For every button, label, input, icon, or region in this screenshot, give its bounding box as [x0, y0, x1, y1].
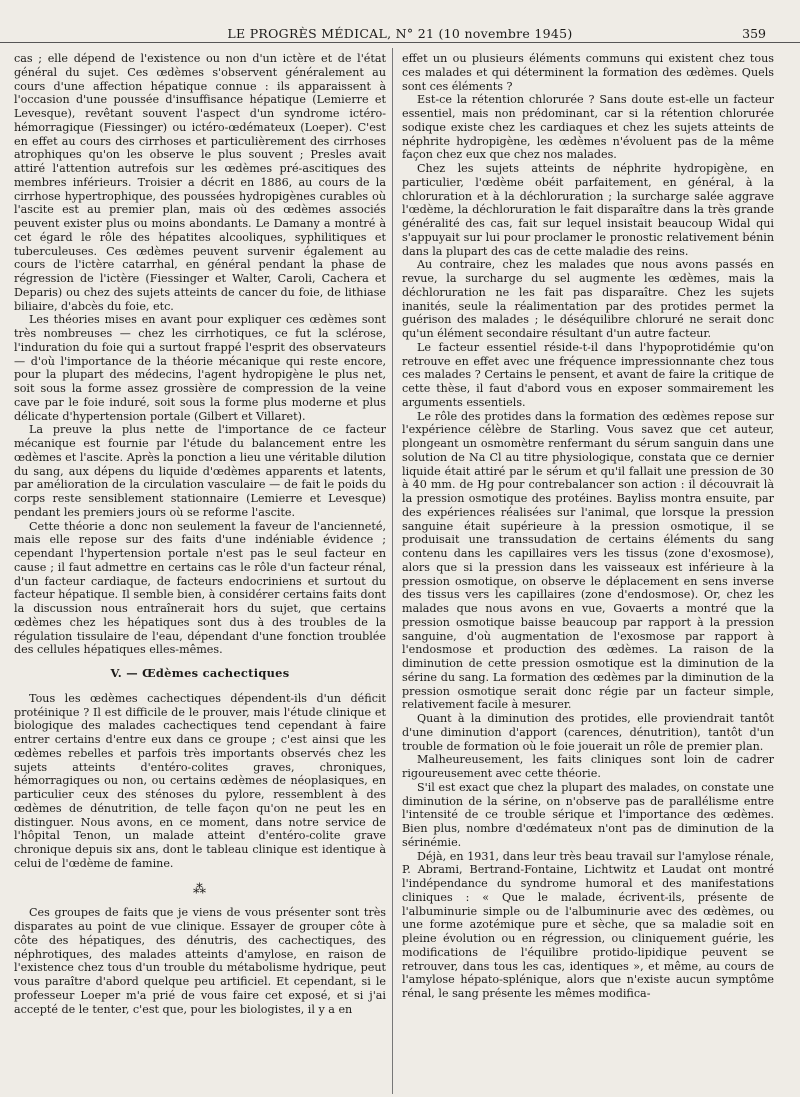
- paragraph: Au contraire, chez les malades que nous avons passés en revue, la surcharge du sel augmente les œdèmes, mais la déchloruration ne les fait pas disparaître. Chez les sujets inanités, seule la réalimentation par des protides permet la guérison des malades ; le déséquilibre chloruré ne serait donc qu'un élément secondaire résultant d'un autre facteur.: [402, 258, 774, 340]
- paragraph: effet un ou plusieurs éléments communs qui existent chez tous ces malades et qui déterminent la formation des œdèmes. Quels sont ces éléments ?: [402, 52, 774, 93]
- section-heading: V. — Œdèmes cachectiques: [110, 666, 290, 680]
- paragraph: Quant à la diminution des protides, elle proviendrait tantôt d'une diminution d'apport (carences, dénutrition), tantôt d'un trouble de formation où le foie jouerait un rôle de premier plan.: [402, 712, 774, 753]
- column-divider: [392, 48, 393, 1094]
- paragraph: Tous les œdèmes cachectiques dépendent-ils d'un déficit protéinique ? Il est difficile de le prouver, mais l'étude clinique et biologique des malades cachectiques tend cependant à faire entrer certains d'entre eux dans ce groupe ; c'est ainsi que les œdèmes rebelles et parfois très importants observés chez les sujets atteints d'entéro-colites graves, chroniques, hémorragiques ou non, ou certains œdèmes de néoplasiques, en particulier ceux des sténoses du pylore, ressemblent à des œdèmes de dénutrition, de telle façon qu'on ne peut les en distinguer. Nous avons, en ce moment, dans notre service de l'hôpital Tenon, un malade atteint d'entéro-colite grave chronique depuis six ans, dont le tableau clinique est identique à celui de l'œdème de famine.: [14, 691, 386, 870]
- left-column: [14, 52, 386, 1016]
- paragraph: S'il est exact que chez la plupart des malades, on constate une diminution de la sérine, on n'observe pas de parallélisme entre l'intensité de ce trouble sérique et l'importance des œdèmes. Bien plus, nombre d'œdémateux n'ont pas de diminution de la sérinémie.: [402, 780, 774, 849]
- paragraph: Les théories mises en avant pour expliquer ces œdèmes sont très nombreuses — chez les cirrhotiques, ce fut la sclérose, l'induration du foie qui a surtout frappé l'esprit des observateurs — d'où l'importance de la théorie mécanique qui reste encore, pour la plupart des médecins, l'agent hydropigène le plus net, soit sous la forme assez grossière de compression de la veine cave par le foie induré, soit sous la forme plus moderne et plus délicate d'hypertension portale (Gilbert et Villaret).: [14, 313, 386, 423]
- paragraph: Ces groupes de faits que je viens de vous présenter sont très disparates au point de vue clinique. Essayer de grouper côte à côte des hépatiques, des dénutris, des cachectiques, des néphrotiques, des malades atteints d'amylose, en raison de l'existence chez tous d'un trouble du métabolisme hydrique, peut vous paraître d'abord quelque peu artificiel. Et cependant, si le professeur Loeper m'a prié de vous faire cet exposé, et si j'ai accepté de le tenter, c'est que, pour les biologistes, il y a en: [14, 906, 386, 1016]
- paragraph: La preuve la plus nette de l'importance de ce facteur mécanique est fournie par l'étude du balancement entre les œdèmes et l'ascite. Après la ponction a lieu une véritable dilution du sang, aux dépens du liquide d'œdèmes apparents et latents, par amélioration de la circulation vasculaire — de fait le poids du corps reste sensiblement stationnaire (Lemierre et Levesque) pendant les premiers jours où se reforme l'ascite.: [14, 423, 386, 519]
- paragraph: Chez les sujets atteints de néphrite hydropigène, en particulier, l'œdème obéit parfaitement, en général, à la chloruration et à la déchloruration ; la surcharge salée aggrave l'œdème, la déchloruration le fait disparaître dans la très grande généralité des cas, fait sur lequel insistait beaucoup Widal qui s'appuyait sur lui pour proclamer le pronostic relativement bénin dans la plupart des cas de cette maladie des reins.: [402, 162, 774, 258]
- paragraph: Cette théorie a donc non seulement la faveur de l'ancienneté, mais elle repose sur des faits d'une indéniable évidence ; cependant l'hypertension portale n'est pas le seul facteur en cause ; il faut admettre en certains cas le rôle d'un facteur rénal, d'un facteur cardiaque, de facteurs endocriniens et surtout du facteur hépatique. Il semble bien, à considérer certains faits dont la discussion nous entraînerait hors du sujet, que certains œdèmes chez les hépatiques sont dus à des troubles de la régulation tissulaire de l'eau, dépendant d'une fonction troublée des cellules hépatiques elles-mêmes.: [14, 519, 386, 657]
- paragraph: cas ; elle dépend de l'existence ou non d'un ictère et de l'état général du sujet. Ces œdèmes s'observent généralement au cours d'une affection hépatique connue : ils apparaissent à l'occasion d'une poussée d'insuffisance hépatique (Lemierre et Levesque), revêtant souvent l'aspect d'un syndrome ictéro-hémorragique (Fiessinger) ou ictéro-œdémateux (Loeper). C'est en effet au cours des cirrhoses et particulièrement des cirrhoses atrophiques qu'on les observe le plus souvent ; Presles avait attiré l'attention autrefois sur les œdèmes pré-ascitiques des membres inférieurs. Troisier a décrit en 1886, au cours de la cirrhose hypertrophique, des poussées hydropigènes curables où l'ascite est au premier plan, mais où des œdèmes associés peuvent exister plus ou moins abondants. Le Damany a montré à cet égard le rôle des hépatites alcooliques, syphilitiques et tuberculeuses. Ces œdèmes peuvent survenir également au cours de l'ictère catarrhal, en général pendant la phase de régression de l'ictère (Fiessinger et Walter, Caroli, Cachera et Deparis) ou chez des sujets atteints de cancer du foie, de lithiase biliaire, d'abcès du foie, etc.: [14, 52, 386, 313]
- paragraph: Est-ce la rétention chlorurée ? Sans doute est-elle un facteur essentiel, mais non prédominant, car si la rétention chlorurée sodique existe chez les cardiaques et chez les sujets atteints de néphrite hydropigène, les œdèmes n'évoluent pas de la même façon chez eux que chez nos malades.: [402, 93, 774, 162]
- paragraph: Déjà, en 1931, dans leur très beau travail sur l'amylose rénale, P. Abrami, Bertrand-Fontaine, Lichtwitz et Laudat ont montré l'indépendance du syndrome humoral et des manifestations cliniques : « Que le malade, écrivent-ils, présente de l'albuminurie simple ou de l'albuminurie avec des œdèmes, ou une forme azotémique pure et sèche, que sa maladie soit en pleine évolution ou en régression, ou cliniquement guérie, les modifications de l'équilibre protido-lipidique peuvent se retrouver, dans tous les cas, identiques », et même, au cours de l'amylose hépato-splénique, alors que n'existe aucun symptôme rénal, le sang présente les mêmes modifica-: [402, 849, 774, 1000]
- paragraph: Malheureusement, les faits cliniques sont loin de cadrer rigoureusement avec cette théorie.: [402, 753, 774, 780]
- page-number: 359: [742, 26, 766, 41]
- paragraph: Le rôle des protides dans la formation des œdèmes repose sur l'expérience célèbre de Starling. Vous savez que cet auteur, plongeant un osmomètre renfermant du sérum sanguin dans une solution de Na Cl au titre physiologique, constata que ce dernier liquide était attiré par le sérum et qu'il fallait une pression de 30 à 40 mm. de Hg pour contrebalancer son action : il découvrait là la pression osmotique des protéines. Bayliss montra ensuite, par des expériences réalisées sur l'animal, que lorsque la pression sanguine était supérieure à la pression osmotique, il se produisait une transsudation de certains éléments du sang contenu dans les capillaires vers les tissus (zone d'exosmose), alors que si la pression dans les vaisseaux est inférieure à la pression osmotique, on observe le déplacement en sens inverse des tissus vers les capillaires (zone d'endosmose). Or, chez les malades que nous avons en vue, Govaerts a montré que la pression osmotique baisse beaucoup par rapport à la pression sanguine, d'où augmentation de l'exosmose par rapport à l'endosmose et production des œdèmes. La raison de la diminution de cette pression osmotique est la diminution de la sérine du sang. La formation des œdèmes par la diminution de la pression osmotique serait donc régie par un facteur simple, relativement facile à mesurer.: [402, 409, 774, 712]
- right-column: [402, 52, 774, 1001]
- journal-title: LE PROGRÈS MÉDICAL, N° 21 (10 novembre 1945): [227, 26, 573, 41]
- running-header: [0, 20, 800, 43]
- paragraph: Le facteur essentiel réside-t-il dans l'hypoprotidémie qu'on retrouve en effet avec une fréquence impressionnante chez tous ces malades ? Certains le pensent, et avant de faire la critique de cette thèse, il faut d'abord vous en exposer sommairement les arguments essentiels.: [402, 340, 774, 409]
- asterism-separator: ⁂: [193, 881, 207, 897]
